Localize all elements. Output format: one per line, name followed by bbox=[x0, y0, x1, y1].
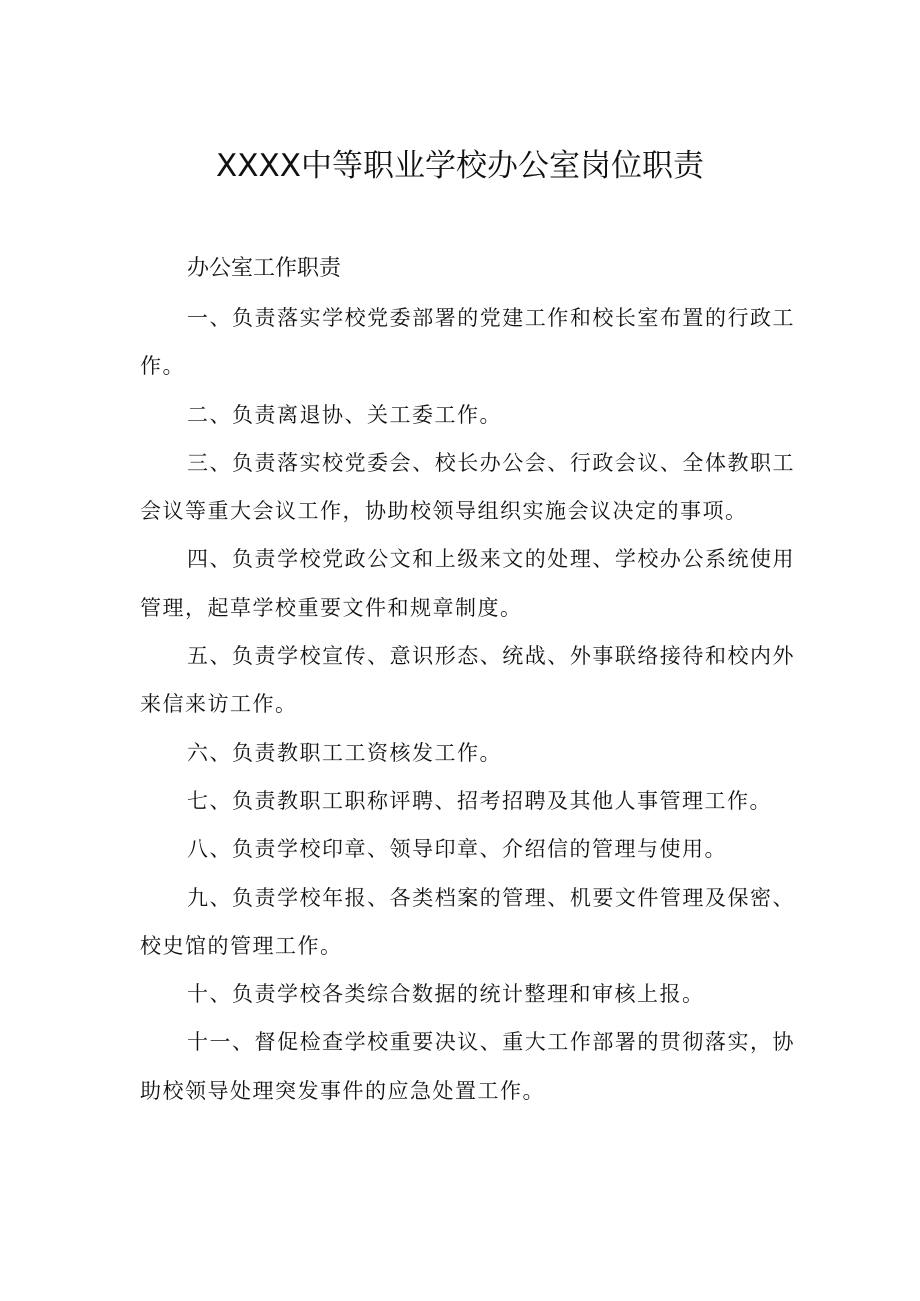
document-body bbox=[140, 294, 795, 1115]
paragraph-2: 二、负责离退协、关工委工作。 bbox=[187, 402, 502, 427]
document-title: XXXX中等职业学校办公室岗位职责 bbox=[216, 148, 704, 184]
paragraph-9: 九、负责学校年报、各类档案的管理、机要文件管理及保密、校史馆的管理工作。 bbox=[140, 885, 795, 958]
paragraph-11: 十一、督促检查学校重要决议、重大工作部署的贯彻落实，协助校领导处理突发事件的应急处置工作。 bbox=[140, 1030, 795, 1103]
paragraph-4: 四、负责学校党政公文和上级来文的处理、学校办公系统使用管理，起草学校重要文件和规章制度。 bbox=[140, 547, 795, 620]
paragraph-5: 五、负责学校宣传、意识形态、统战、外事联络接待和校内外来信来访工作。 bbox=[140, 644, 795, 717]
paragraph-3: 三、负责落实校党委会、校长办公会、行政会议、全体教职工会议等重大会议工作，协助校领导组织实施会议决定的事项。 bbox=[140, 450, 795, 524]
paragraph-10: 十、负责学校各类综合数据的统计整理和审核上报。 bbox=[187, 982, 705, 1007]
paragraph-7: 七、负责教职工职称评聘、招考招聘及其他人事管理工作。 bbox=[187, 788, 772, 813]
section-heading: 办公室工作职责 bbox=[187, 256, 342, 281]
paragraph-8: 八、负责学校印章、领导印章、介绍信的管理与使用。 bbox=[187, 837, 727, 862]
paragraph-6: 六、负责教职工工资核发工作。 bbox=[187, 740, 502, 765]
paragraph-1: 一、负责落实学校党委部署的党建工作和校长室布置的行政工作。 bbox=[140, 306, 795, 379]
